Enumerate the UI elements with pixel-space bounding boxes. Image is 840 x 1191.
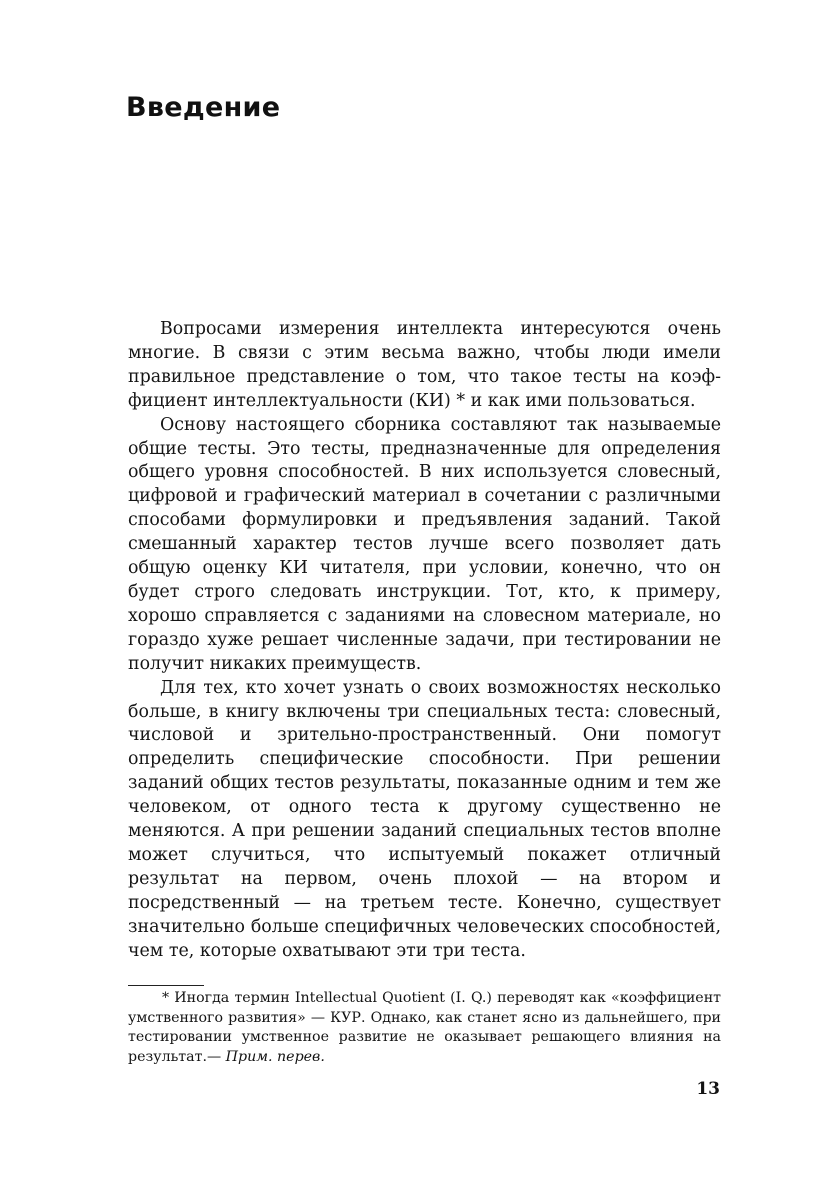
chapter-heading: Введение [126, 92, 281, 123]
footnote [128, 989, 721, 1067]
paragraph-general-tests: Основу настоящего сборника составляют так называемые общие тесты. Это тесты, предназначенные для определения общего уровня способностей. В них используется словесный, цифровой и графический материал в сочетании с различными способами формулировки и предъявления заданий. Такой смешанный характер тестов лучше всего позволяет дать общую оценку КИ читателя, при условии, конечно, что он будет строго следовать инструкции. Тот, кто, к примеру, хорошо справляется с заданиями на словесном материале, но гораздо хуже решает численные задачи, при тестировании не получит никаких преимуществ. [128, 414, 721, 674]
footnote-text: * Иногда термин Intellectual Quotient (I. Q.) переводят как «коэффициент умственного развития» — КУР. Однако, как станет ясно из дальнейшего, при тестировании умственное развитие не оказывает решающего влияния на результат.— [128, 990, 721, 1065]
paragraph-intro: Вопросами измерения интеллекта интересуются очень многие. В связи с этим весьма важно, чтобы люди имели правильное представление о том, что такое тесты на коэффициент интеллектуальности (КИ) * и как ими пользоваться. [128, 319, 721, 411]
translator-note: Прим. перев. [225, 1048, 325, 1065]
page-number: 13 [696, 1079, 720, 1099]
footnote-divider [128, 985, 204, 986]
paragraph-special-tests: Для тех, кто хочет узнать о своих возможностях несколько больше, в книгу включены три специальных теста: словесный, числовой и зрительно-пространственный. Они помогут определить специфические способности. При решении заданий общих тестов результаты, показанные одним и тем же человеком, от одного теста к другому существенно не меняются. А при решении заданий специальных тестов вполне может случиться, что испытуемый покажет отличный результат на первом, очень плохой — на втором и посредственный — на третьем тесте. Конечно, существует значительно больше специфичных человеческих способностей, чем те, которые охватывают эти три теста. [128, 677, 721, 961]
main-text [128, 318, 721, 963]
